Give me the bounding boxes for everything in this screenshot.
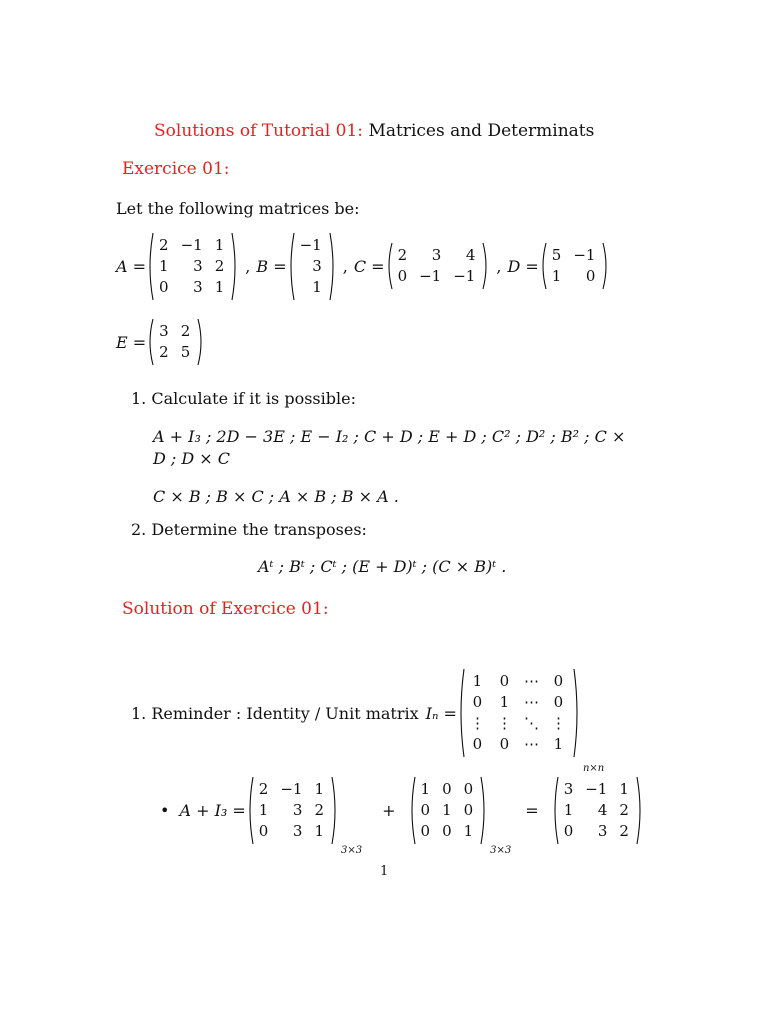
matrix-entry: 2 [214, 256, 225, 275]
matrix-entry: 3 [431, 246, 442, 264]
left-parenthesis [408, 776, 416, 845]
matrix-a [146, 232, 239, 301]
matrix-entry: 3 [292, 800, 303, 819]
page-number: 1 [380, 864, 389, 879]
matrix-entry: −1 [280, 779, 303, 798]
matrix-entry: 1 [314, 821, 325, 840]
matrix-entry: 2 [397, 246, 408, 264]
matrix-entry: ⋯ [523, 672, 539, 690]
matrix-row-e [116, 319, 205, 365]
matrix-entry: 5 [551, 246, 562, 264]
matrix-entry: 1 [472, 672, 483, 690]
right-parenthesis [636, 776, 644, 845]
right-parenthesis [197, 318, 205, 366]
matrix-entry: 1 [159, 256, 169, 275]
matrix-entry: 2 [159, 235, 169, 254]
question-2-label: 2. Determine the transposes: [131, 520, 367, 539]
matrix-entry: 1 [312, 277, 322, 296]
matrix-entry: 1 [258, 800, 269, 819]
matrix-entry: 1 [499, 693, 510, 711]
right-parenthesis [231, 232, 239, 301]
reminder-label: 1. Reminder : Identity / Unit matrix [131, 703, 419, 723]
matrix-entry: 1 [314, 779, 325, 798]
matrix-entry: 3 [159, 322, 169, 340]
right-parenthesis [482, 242, 490, 290]
matrix-entry: 2 [159, 343, 169, 361]
matrix-entry: 3 [312, 256, 322, 275]
computation-row [160, 776, 644, 856]
matrix-entry: 0 [585, 267, 596, 285]
matrix-entry: 0 [159, 277, 169, 296]
matrix-entry: −1 [573, 246, 596, 264]
computation-lhs: A + I₃ = [179, 800, 246, 820]
matrix-entry: 3 [597, 821, 608, 840]
matrix-entry: 0 [442, 779, 452, 798]
matrix-b [287, 232, 337, 301]
right-parenthesis [329, 232, 337, 301]
matrix-entry: 0 [472, 693, 483, 711]
matrix-entry: 3 [193, 277, 203, 296]
matrix-entry: 1 [442, 800, 452, 819]
matrix-entry: −1 [180, 235, 203, 254]
matrix-entry: ⋮ [496, 714, 512, 732]
matrix-entry: 1 [553, 735, 564, 753]
matrix-entry: 3 [193, 256, 203, 275]
matrix-entry: 0 [553, 672, 564, 690]
matrix-entry: 2 [258, 779, 269, 798]
result-matrix [551, 776, 644, 845]
bullet: • [160, 800, 170, 820]
left-parenthesis [457, 668, 465, 758]
matrix-i3 [408, 776, 489, 845]
reminder-symbol: Iₙ = [425, 703, 457, 723]
matrix-i3-dim: 3×3 [490, 845, 512, 856]
matrix-entry: 2 [314, 800, 325, 819]
identity-matrix [457, 668, 581, 758]
matrix-entry: ⋮ [550, 714, 566, 732]
title-black: Matrices and Determinats [368, 121, 595, 141]
matrix-entry: −1 [299, 235, 322, 254]
matrix-entry: 0 [420, 821, 431, 840]
left-parenthesis [539, 242, 547, 290]
matrix-entry: ⋱ [523, 714, 539, 732]
matrix-a-dim: 3×3 [341, 845, 363, 856]
label-e: E = [116, 332, 147, 352]
matrix-row-abcd: A = 2 −1 1 1 3 2 0 3 1 , B = −1 3 1 , C = 2 3 4 0 −1 −1 , D = 5 −1 1 0 [116, 232, 610, 300]
matrix-entry: 1 [619, 779, 629, 798]
matrix-entry: 0 [397, 267, 408, 285]
matrix-entry: 0 [472, 735, 483, 753]
label-a: A = [116, 256, 147, 276]
matrix-a-computation [246, 776, 339, 845]
page-title [154, 121, 594, 141]
question-1-line-1: A + I₃ ; 2D − 3E ; E − I₂ ; C + D ; E + D ; C² ; D² ; B² ; C × [153, 427, 626, 446]
matrix-entry: 1 [463, 821, 474, 840]
right-parenthesis [480, 776, 488, 845]
matrix-entry: −1 [419, 267, 442, 285]
left-parenthesis [246, 776, 254, 845]
matrix-entry: −1 [585, 779, 608, 798]
matrix-e [146, 318, 205, 366]
matrix-entry: ⋯ [523, 735, 539, 753]
matrix-d [539, 242, 611, 290]
matrix-entry: 3 [563, 779, 574, 798]
question-2-line: Aᵗ ; Bᵗ ; Cᵗ ; (E + D)ᵗ ; (C × B)ᵗ . [258, 557, 507, 576]
intro-text: Let the following matrices be: [116, 199, 360, 218]
matrix-entry: 4 [597, 800, 608, 819]
matrix-entry: ⋮ [469, 714, 485, 732]
question-1-line-2: D ; D × C [153, 449, 231, 468]
matrix-entry: 0 [553, 693, 564, 711]
question-1-line-3: C × B ; B × C ; A × B ; B × A . [153, 487, 399, 506]
matrix-entry: 2 [180, 322, 191, 340]
matrix-entry: 1 [214, 235, 225, 254]
right-parenthesis [331, 776, 339, 845]
matrix-entry: 3 [292, 821, 303, 840]
matrix-entry: 0 [258, 821, 269, 840]
right-parenthesis [573, 668, 581, 758]
solution-heading: Solution of Exercice 01: [122, 599, 329, 619]
left-parenthesis [146, 318, 154, 366]
left-parenthesis [385, 242, 393, 290]
matrix-entry: 1 [563, 800, 574, 819]
matrix-entry: ⋯ [523, 693, 539, 711]
identity-dim: n×n [582, 763, 605, 774]
matrix-entry: 0 [563, 821, 574, 840]
equals-sign: = [525, 800, 539, 820]
label-c: C = [353, 256, 385, 276]
matrix-entry: 5 [180, 343, 191, 361]
matrix-entry: 0 [442, 821, 452, 840]
exercise-heading: Exercice 01: [122, 159, 230, 179]
matrix-entry: 2 [619, 821, 629, 840]
matrix-c [385, 242, 491, 290]
right-parenthesis [602, 242, 610, 290]
matrix-entry: 2 [619, 800, 629, 819]
left-parenthesis [287, 232, 295, 301]
matrix-entry: −1 [453, 267, 476, 285]
reminder-row [131, 664, 605, 774]
matrix-entry: 1 [551, 267, 562, 285]
left-parenthesis [146, 232, 154, 301]
matrix-entry: 0 [420, 800, 431, 819]
matrix-entry: 0 [463, 779, 474, 798]
plus-sign: + [382, 800, 396, 820]
question-1-label: 1. Calculate if it is possible: [131, 389, 356, 408]
matrix-entry: 1 [420, 779, 431, 798]
matrix-entry: 1 [214, 277, 225, 296]
label-d: D = [507, 256, 539, 276]
title-red: Solutions of Tutorial 01: [154, 121, 364, 141]
left-parenthesis [551, 776, 559, 845]
matrix-entry: 0 [499, 735, 510, 753]
label-b: B = [256, 256, 287, 276]
matrix-entry: 4 [465, 246, 476, 264]
matrix-entry: 0 [463, 800, 474, 819]
matrix-entry: 0 [499, 672, 510, 690]
